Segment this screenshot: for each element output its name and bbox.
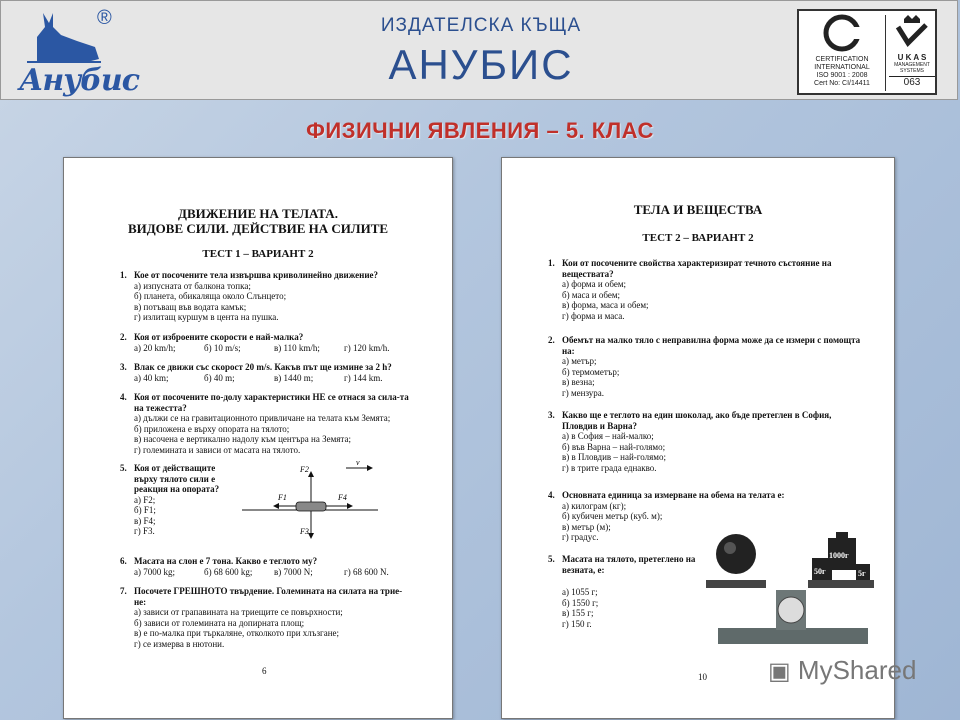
cert-divider — [885, 15, 886, 91]
answer-option: г) се измерва в нютони. — [134, 638, 225, 649]
question-stem: Основната единица за измерване на обема на телата е: — [562, 490, 785, 500]
page-title-line2: ВИДОВЕ СИЛИ. ДЕЙСТВИЕ НА СИЛИТЕ — [127, 221, 389, 236]
anubis-jackal-icon — [17, 7, 107, 67]
answer-option: б) зависи от големината на допирната площ; — [134, 617, 305, 628]
answer-option: г) в трите града еднакво. — [562, 462, 657, 473]
watermark-text: MyShared — [797, 655, 917, 685]
answer-option: г) градус. — [562, 532, 599, 542]
answer-option: в) метър (м); — [562, 521, 611, 532]
answer-option: г) 68 600 N. — [344, 566, 389, 577]
balance-scale-illustration — [698, 530, 878, 648]
question-stem: Коя от посочените по-долу характеристики НЕ се отнася за сила-та на тежестта? — [134, 392, 409, 413]
question-number: 4. — [548, 490, 555, 500]
answer-option: а) F2; — [134, 494, 156, 505]
answer-option: г) F3. — [134, 526, 155, 536]
answer-option: в) 1440 m; — [274, 372, 314, 383]
logo-text: Анубис — [19, 63, 139, 98]
anubis-logo — [17, 7, 139, 98]
answer-option: г) 150 г. — [562, 618, 592, 629]
answer-option: а) 7000 kg; — [134, 566, 175, 577]
question-6 — [120, 556, 420, 577]
answer-option: б) 10 m/s; — [204, 342, 241, 353]
question-4 — [120, 392, 410, 455]
question-3 — [548, 410, 868, 473]
answer-option: г) 120 km/h. — [344, 342, 390, 353]
answer-option: в) 110 km/h; — [274, 342, 320, 353]
ukas-title: U K A S — [897, 53, 927, 62]
answer-option: б) във Варна – най-голямо; — [562, 441, 666, 452]
label-f2: F2 — [300, 465, 309, 474]
cert-line: ISO 9001 : 2008 — [816, 72, 868, 79]
question-stem: Влак се движи със скорост 20 m/s. Какъв път ще измине за 2 h? — [134, 362, 392, 372]
answer-option: б) 68 600 kg; — [204, 566, 253, 577]
answer-option: г) излитащ куршум в цента на пушка. — [134, 312, 279, 322]
answer-option: а) 1055 г; — [562, 587, 598, 597]
answer-option: б) 1550 г; — [562, 597, 599, 608]
ukas-line: SYSTEMS — [900, 68, 924, 74]
question-number: 5. — [548, 554, 555, 564]
answer-option: а) зависи от грапавината на триещите се повърхности; — [134, 607, 343, 617]
page-number: 6 — [262, 666, 267, 676]
answer-option: в) е по-малка при търкаляне, отколкото при хлъзгане; — [134, 628, 340, 638]
body-block — [296, 502, 326, 511]
weight-label: 50г — [814, 567, 826, 576]
question-number: 3. — [548, 410, 555, 420]
answer-option: б) маса и обем; — [562, 289, 621, 300]
answer-option: б) кубичен метър (куб. м); — [562, 511, 663, 521]
ukas-mark — [889, 13, 935, 93]
force-diagram — [240, 458, 380, 548]
watermark-icon: ▣ — [768, 658, 791, 685]
question-5 — [548, 554, 698, 629]
section-title: ФИЗИЧНИ ЯВЛЕНИЯ – 5. КЛАС — [306, 118, 654, 143]
test-subtitle: ТЕСТ 1 – ВАРИАНТ 2 — [202, 248, 314, 260]
registered-mark: ® — [97, 7, 112, 29]
answer-option: в) 155 г; — [562, 608, 594, 618]
scale-pan-right — [808, 580, 874, 588]
question-2 — [120, 332, 420, 353]
answer-option: б) приложена е върху опората на тялото; — [134, 423, 290, 434]
answer-option: г) форма и маса. — [562, 310, 625, 321]
answer-option: б) 40 m; — [204, 372, 235, 383]
label-f1: F1 — [278, 493, 287, 502]
question-5 — [120, 463, 235, 537]
answer-option: а) килограм (кг); — [562, 500, 627, 511]
answer-option: в) в Пловдив – най-голямо; — [562, 452, 666, 462]
cert-line: INTERNATIONAL — [814, 64, 870, 71]
question-7 — [120, 586, 410, 649]
question-stem: Кои от посочените свойства характеризират течното състояние на веществата? — [562, 258, 832, 279]
ukas-line: MANAGEMENT — [894, 62, 930, 68]
question-stem: Коя от изброените скорости е най-малка? — [134, 332, 304, 342]
question-number: 3. — [120, 362, 127, 372]
answer-option: г) мензура. — [562, 387, 605, 398]
certification-international — [802, 13, 882, 93]
publisher-title: АНУБИС — [388, 41, 574, 88]
scale-dial — [778, 597, 804, 623]
question-1 — [548, 258, 868, 321]
scale-pan-left — [706, 580, 766, 588]
certification-ring-icon — [820, 13, 864, 53]
answer-option: б) планета, обикаляща около Слънцето; — [134, 291, 287, 301]
question-3 — [120, 362, 420, 383]
textbook-page-left — [63, 157, 453, 719]
page-title: ТЕЛА И ВЕЩЕСТВА — [633, 202, 763, 217]
question-stem: Обемът на малко тяло с неправилна форма може да се измери с помощта на: — [562, 335, 861, 356]
textbook-page-right — [501, 157, 895, 719]
answer-option: а) дължи се на гравитационното привличане на телата към Земята; — [134, 413, 391, 423]
test-subtitle: ТЕСТ 2 – ВАРИАНТ 2 — [642, 232, 754, 244]
weight-label: 1000г — [829, 551, 849, 560]
answer-option: а) метър; — [562, 356, 597, 366]
question-stem: Посочете ГРЕШНОТО твърдение. Големината на силата на трие-не: — [134, 586, 403, 607]
cert-line: Cert No: CI/14411 — [814, 80, 870, 87]
iron-ball — [716, 534, 756, 574]
label-f4: F4 — [338, 493, 347, 502]
page-number: 10 — [698, 672, 707, 682]
question-stem: Масата на тялото, претеглено на везната, е: — [562, 554, 696, 575]
ukas-number: 063 — [889, 76, 935, 88]
answer-option: г) големината и зависи от масата на тялото. — [134, 444, 301, 455]
page-title-line1: ДВИЖЕНИЕ НА ТЕЛАТА. — [178, 206, 338, 221]
answer-option: в) 7000 N; — [274, 566, 313, 577]
myshared-watermark — [768, 655, 916, 686]
answer-option: а) 20 km/h; — [134, 342, 176, 353]
label-v: v — [356, 458, 360, 467]
weight-label: 5г — [858, 569, 866, 578]
header-banner — [0, 0, 958, 100]
answer-option: а) в София – най-малко; — [562, 431, 654, 441]
publisher-subtitle: ИЗДАТЕЛСКА КЪЩА — [380, 15, 582, 36]
question-1 — [120, 270, 410, 323]
question-number: 2. — [120, 332, 127, 342]
question-number: 7. — [120, 586, 127, 596]
answer-option: а) изпусната от балкона топка; — [134, 280, 251, 291]
answer-option: в) потъващ във водата камък; — [134, 301, 247, 312]
answer-option: а) 40 km; — [134, 372, 169, 383]
cert-line: CERTIFICATION — [815, 56, 869, 63]
answer-option: в) насочена е вертикално надолу към центъра на Земята; — [134, 434, 351, 444]
question-number: 1. — [548, 258, 555, 268]
question-stem: Кое от посочените тела извършва криволинейно движение? — [134, 270, 379, 280]
question-number: 5. — [120, 463, 127, 473]
answer-option: г) 144 km. — [344, 372, 383, 383]
question-stem: Коя от действащите върху тялото сили е реакция на опората? — [134, 463, 220, 494]
answer-option: а) форма и обем; — [562, 279, 627, 289]
crown-check-icon — [892, 13, 932, 51]
question-number: 2. — [548, 335, 555, 345]
answer-option: б) термометър; — [562, 366, 620, 377]
label-f3: F3 — [300, 527, 309, 536]
answer-option: в) F4; — [134, 515, 156, 526]
scale-base — [718, 628, 868, 644]
question-stem: Масата на слон е 7 тона. Какво е теглото му? — [134, 556, 318, 566]
question-stem: Какво ще е теглото на един шоколад, ако бъде претеглен в София, Пловдив и Варна? — [562, 410, 832, 431]
answer-option: в) везна; — [562, 377, 595, 387]
certification-badge — [797, 9, 937, 95]
question-2 — [548, 335, 868, 398]
answer-option: в) форма, маса и обем; — [562, 300, 649, 310]
question-number: 4. — [120, 392, 127, 402]
answer-option: б) F1; — [134, 505, 156, 515]
question-number: 6. — [120, 556, 127, 566]
question-number: 1. — [120, 270, 127, 280]
